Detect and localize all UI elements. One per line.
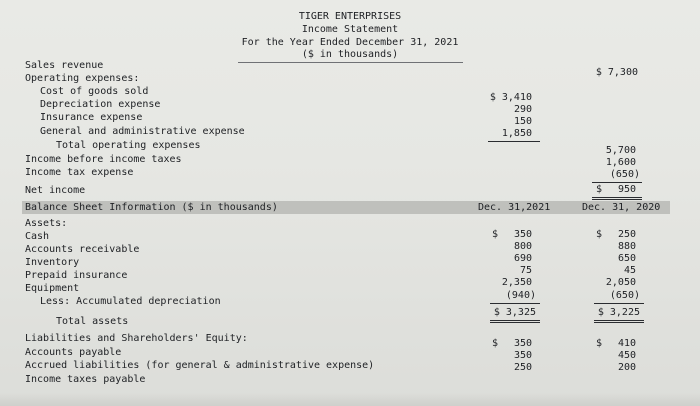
asset-prepaid-2020: 45 [623,265,636,276]
liability-payable-2021: 350 [513,338,532,349]
expense-label-depreciation: Depreciation expense [40,99,161,110]
asset-equipment-2020: 2,050 [605,277,636,288]
expense-amount-ga: 1,850 [501,128,532,139]
statement-period: For the Year Ended December 31, 2021 [241,37,459,48]
column-header-2020: Dec. 31, 2020 [582,202,661,213]
net-income-label: Net income [25,185,86,196]
asset-label-receivable: Accounts receivable [25,244,140,255]
asset-label-accum-depreciation: Less: Accumulated depreciation [40,296,221,307]
income-before-tax-amount: 1,600 [605,157,636,168]
asset-cash-dollar-2020: $ [596,229,603,240]
asset-accum-depreciation-2021: (940) [505,290,536,301]
liability-label-accrued: Accrued liabilities (for general & administrative expense) [25,360,375,371]
net-income-amount: 950 [617,184,636,195]
assets-subtotal-rule-2020 [594,303,644,304]
sales-revenue-label: Sales revenue [25,60,104,71]
asset-label-prepaid: Prepaid insurance [25,270,128,281]
assets-label: Assets: [25,218,68,229]
total-assets-double-rule-2020-a [594,320,644,321]
net-income-rule [592,182,642,183]
company-name: TIGER ENTERPRISES [298,11,402,22]
title-underline [238,62,463,63]
statement-units: ($ in thousands) [301,49,399,60]
asset-accum-depreciation-2020: (650) [609,290,640,301]
income-before-tax-label: Income before income taxes [25,154,182,165]
expense-amount-cogs: $ 3,410 [489,92,532,103]
expense-label-ga: General and administrative expense [40,126,245,137]
asset-inventory-2021: 690 [513,253,532,264]
asset-cash-dollar-2021: $ [492,229,499,240]
asset-label-equipment: Equipment [25,283,80,294]
liability-payable-dollar-2021: $ [492,338,499,349]
total-assets-double-rule-2021-a [490,320,540,321]
total-assets-double-rule-2021-b [490,322,540,323]
operating-expenses-label: Operating expenses: [25,73,140,84]
asset-cash-2020: 250 [617,229,636,240]
total-operating-amount: 5,700 [605,145,636,156]
asset-cash-2021: 350 [513,229,532,240]
asset-label-cash: Cash [25,231,50,242]
liability-label-payable: Accounts payable [25,347,122,358]
expense-subtotal-rule [488,141,540,142]
net-income-dollar: $ [596,184,603,195]
column-header-2021: Dec. 31,2021 [478,202,551,213]
assets-subtotal-rule-2021 [490,303,540,304]
asset-inventory-2020: 650 [617,253,636,264]
total-assets-2021: $ 3,325 [493,307,536,318]
liability-accrued-2020: 450 [617,350,636,361]
net-income-double-rule-1 [592,197,642,198]
liability-payable-dollar-2020: $ [596,338,603,349]
liability-taxes-2020: 200 [617,362,636,373]
liability-payable-2020: 410 [617,338,636,349]
income-tax-label: Income tax expense [25,167,134,178]
expense-label-insurance: Insurance expense [40,112,143,123]
total-assets-label: Total assets [56,316,129,327]
statement-title: Income Statement [301,24,399,35]
cutoff-shadow [0,393,700,406]
liabilities-equity-label: Liabilities and Shareholders' Equity: [25,333,248,344]
liability-accrued-2021: 350 [513,350,532,361]
total-assets-double-rule-2020-b [594,322,644,323]
net-income-double-rule-2 [592,199,642,200]
asset-label-inventory: Inventory [25,257,80,268]
asset-receivable-2021: 800 [513,241,532,252]
expense-amount-insurance: 150 [513,116,532,127]
income-tax-amount: (650) [609,169,640,180]
asset-equipment-2021: 2,350 [501,277,532,288]
expense-label-cogs: Cost of goods sold [40,86,149,97]
expense-amount-depreciation: 290 [513,104,532,115]
total-assets-2020: $ 3,225 [597,307,640,318]
liability-label-taxes: Income taxes payable [25,374,146,385]
asset-prepaid-2021: 75 [519,265,532,276]
asset-receivable-2020: 880 [617,241,636,252]
total-operating-label: Total operating expenses [56,140,201,151]
sales-revenue-amount: $ 7,300 [595,67,638,78]
balance-sheet-header: Balance Sheet Information ($ in thousands) [25,202,278,213]
liability-taxes-2021: 250 [513,362,532,373]
